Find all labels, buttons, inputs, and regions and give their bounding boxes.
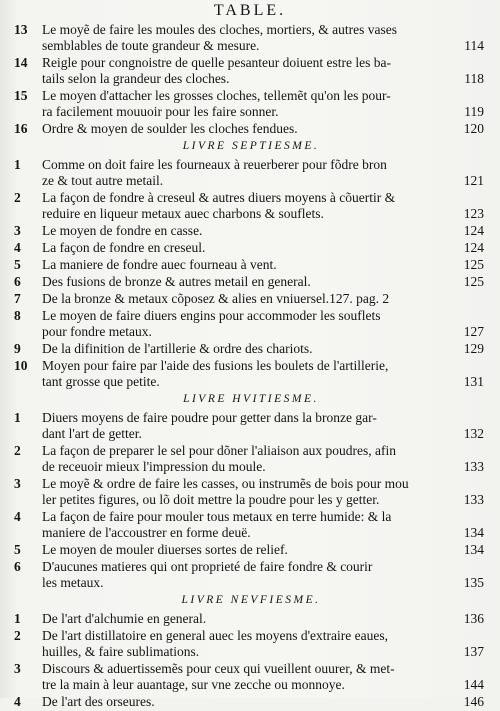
entry-line xyxy=(42,694,488,710)
page-number: 121 xyxy=(463,173,484,188)
toc-entry xyxy=(14,22,488,54)
entry-text: huilles, & faire sublimations. xyxy=(42,644,200,659)
toc-entry xyxy=(14,274,488,290)
entry-line xyxy=(42,274,488,290)
entry-number: 1 xyxy=(14,410,21,425)
entry-line xyxy=(42,257,488,273)
entry-text: Le moyen d'attacher les grosses cloches, tellemẽt qu'on les pour- xyxy=(42,88,391,103)
entry-line xyxy=(42,628,488,644)
toc-entry xyxy=(14,157,488,189)
entry-text: De la bronze & metaux cõposez & alies en vniuersel.127. pag. 2 xyxy=(42,291,390,306)
entry-line xyxy=(42,525,488,541)
toc-entry xyxy=(14,223,488,239)
entry-line xyxy=(42,341,488,357)
entry-line xyxy=(42,121,488,137)
toc-entry xyxy=(14,509,488,541)
toc-entry xyxy=(14,542,488,558)
toc-entry xyxy=(14,240,488,256)
entry-line xyxy=(42,509,488,525)
entry-number: 3 xyxy=(14,476,21,491)
entry-text: maniere de l'accoustrer en forme deuë. xyxy=(42,525,251,540)
entry-text: Reigle pour congnoistre de quelle pesanteur doiuent estre les ba- xyxy=(42,55,392,70)
page-title: TABLE. xyxy=(213,2,287,19)
page-number: 134 xyxy=(463,525,484,540)
toc-entry xyxy=(14,121,488,137)
page-number: 123 xyxy=(463,206,484,221)
entry-line xyxy=(42,661,488,677)
page-number: 133 xyxy=(463,492,484,507)
page-number: 135 xyxy=(463,575,484,590)
entry-number: 14 xyxy=(14,55,28,70)
entry-number: 2 xyxy=(14,443,21,458)
entry-number: 2 xyxy=(14,628,21,643)
toc-entry xyxy=(14,611,488,627)
entry-number: 5 xyxy=(14,257,21,272)
page-number: 134 xyxy=(463,542,484,557)
entry-text: Le moyen de fondre en casse. xyxy=(42,223,203,238)
entry-number: 3 xyxy=(14,223,21,238)
entry-text: Moyen pour faire par l'aide des fusions les boulets de l'artillerie, xyxy=(42,358,389,373)
entry-number: 16 xyxy=(14,121,28,136)
page-number: 125 xyxy=(463,257,484,272)
entry-line xyxy=(42,308,488,324)
entry-text: reduire en liqueur metaux auec charbons & souflets. xyxy=(42,206,324,221)
entry-line xyxy=(42,291,488,307)
page-number: 146 xyxy=(463,694,484,709)
toc-entry xyxy=(14,341,488,357)
toc-entry xyxy=(14,661,488,693)
entry-text: De l'art distillatoire en general auec les moyens d'extraire eaues, xyxy=(42,628,388,643)
entry-text: Ordre & moyen de soulder les cloches fendues. xyxy=(42,121,298,136)
toc-entry xyxy=(14,694,488,710)
entry-number: 6 xyxy=(14,559,21,574)
entry-line xyxy=(42,55,488,71)
entry-number: 9 xyxy=(14,341,21,356)
entry-text: ler petites figures, ou lõ doit mettre la poudre pour les y getter. xyxy=(42,492,380,507)
page-number: 132 xyxy=(463,426,484,441)
entry-number: 8 xyxy=(14,308,21,323)
toc-entry xyxy=(14,308,488,340)
entry-line xyxy=(42,492,488,508)
entry-text: Diuers moyens de faire poudre pour getter dans la bronze gar- xyxy=(42,410,377,425)
entry-text: Discours & aduertissemẽs pour ceux qui vueillent ouurer, & met- xyxy=(42,661,395,676)
entry-number: 1 xyxy=(14,611,21,626)
entry-text: tails selon la grandeur des cloches. xyxy=(42,71,230,86)
page-number: 124 xyxy=(463,223,484,238)
entry-number: 15 xyxy=(14,88,28,103)
page-number: 124 xyxy=(463,240,484,255)
page-number: 125 xyxy=(463,274,484,289)
page-number: 129 xyxy=(463,341,484,356)
entry-number: 6 xyxy=(14,274,21,289)
entry-line xyxy=(42,38,488,54)
entry-text: pour fondre metaux. xyxy=(42,324,152,339)
section-heading: LIVRE NEVFIESME. xyxy=(181,594,321,606)
entry-text: De la difinition de l'artillerie & ordre des chariots. xyxy=(42,341,313,356)
entry-line xyxy=(42,677,488,693)
entry-number: 4 xyxy=(14,240,21,255)
toc-entry xyxy=(14,358,488,390)
entry-text: La façon de preparer le sel pour dõner l'aliaison aux poudres, afin xyxy=(42,443,397,458)
page-number: 137 xyxy=(463,644,484,659)
entry-line xyxy=(42,88,488,104)
entry-text: La façon de fondre en creseul. xyxy=(42,240,206,255)
entry-line xyxy=(42,644,488,660)
entry-text: Le moyen de mouler diuerses sortes de relief. xyxy=(42,542,288,557)
page-number: 131 xyxy=(463,374,484,389)
page-number: 133 xyxy=(463,459,484,474)
entry-text: De l'art des orseures. xyxy=(42,694,155,709)
entry-text: Le moyẽ de faire les moules des cloches, mortiers, & autres vases xyxy=(42,22,398,37)
entry-text: semblables de toute grandeur & mesure. xyxy=(42,38,260,53)
toc-entry xyxy=(14,476,488,508)
entry-number: 3 xyxy=(14,661,21,676)
entry-text: Le moyẽ & ordre de faire les casses, ou instrumẽs de bois pour mou xyxy=(42,476,409,491)
toc-entry xyxy=(14,55,488,87)
entry-line xyxy=(42,426,488,442)
page-number: 114 xyxy=(464,38,484,53)
entry-line xyxy=(42,410,488,426)
entry-number: 5 xyxy=(14,542,21,557)
entry-line xyxy=(42,104,488,120)
entry-line xyxy=(42,358,488,374)
entry-text: Des fusions de bronze & autres metail en general. xyxy=(42,274,311,289)
table-of-contents xyxy=(14,22,488,711)
entry-line xyxy=(42,542,488,558)
toc-entry xyxy=(14,291,488,307)
page-number: 118 xyxy=(464,71,484,86)
entry-text: D'aucunes matieres qui ont proprieté de faire fondre & courir xyxy=(42,559,373,574)
toc-entry xyxy=(14,628,488,660)
entry-text: tre la main à leur auantage, sur vne zecche ou monnoye. xyxy=(42,677,345,692)
entry-line xyxy=(42,611,488,627)
entry-number: 10 xyxy=(14,358,28,373)
entry-number: 7 xyxy=(14,291,21,306)
entry-line xyxy=(42,22,488,38)
toc-entry xyxy=(14,190,488,222)
entry-text: La maniere de fondre auec fourneau à vent. xyxy=(42,257,277,272)
entry-line xyxy=(42,206,488,222)
entry-text: tant grosse que petite. xyxy=(42,374,160,389)
entry-text: Le moyen de faire diuers engins pour accommoder les souflets xyxy=(42,308,381,323)
toc-entry xyxy=(14,410,488,442)
entry-text: Comme on doit faire les fourneaux à reuerberer pour fõdre bron xyxy=(42,157,387,172)
page-number: 144 xyxy=(463,677,484,692)
entry-line xyxy=(42,374,488,390)
entry-text: dant l'art de getter. xyxy=(42,426,142,441)
section-heading: LIVRE SEPTIESME. xyxy=(182,140,320,152)
toc-entry xyxy=(14,559,488,591)
entry-line xyxy=(42,575,488,591)
entry-line xyxy=(42,190,488,206)
entry-line xyxy=(42,443,488,459)
entry-text: La façon de faire pour mouler tous metaux en terre humide: & la xyxy=(42,509,392,524)
entry-number: 4 xyxy=(14,509,21,524)
entry-line xyxy=(42,476,488,492)
entry-line xyxy=(42,71,488,87)
entry-line xyxy=(42,559,488,575)
page-number: 136 xyxy=(463,611,484,626)
toc-entry xyxy=(14,88,488,120)
entry-text: La façon de fondre à creseul & autres diuers moyens à cõuertir & xyxy=(42,190,396,205)
page-number: 119 xyxy=(464,104,484,119)
toc-entry xyxy=(14,443,488,475)
entry-line xyxy=(42,240,488,256)
section-heading: LIVRE HVITIESME. xyxy=(183,393,319,405)
page-number: 127 xyxy=(463,324,484,339)
entry-text: De l'art d'alchumie en general. xyxy=(42,611,207,626)
entry-line xyxy=(42,459,488,475)
entry-line xyxy=(42,324,488,340)
entry-text: ra facilement mouuoir pour les faire sonner. xyxy=(42,104,279,119)
entry-text: de receuoir mieux l'impression du moule. xyxy=(42,459,266,474)
entry-number: 1 xyxy=(14,157,21,172)
entry-text: ze & tout autre metail. xyxy=(42,173,164,188)
entry-number: 2 xyxy=(14,190,21,205)
entry-number: 4 xyxy=(14,694,21,709)
entry-line xyxy=(42,223,488,239)
toc-entry xyxy=(14,257,488,273)
entry-number: 13 xyxy=(14,22,28,37)
entry-text: les metaux. xyxy=(42,575,104,590)
entry-line xyxy=(42,173,488,189)
page-number: 120 xyxy=(463,121,484,136)
entry-line xyxy=(42,157,488,173)
